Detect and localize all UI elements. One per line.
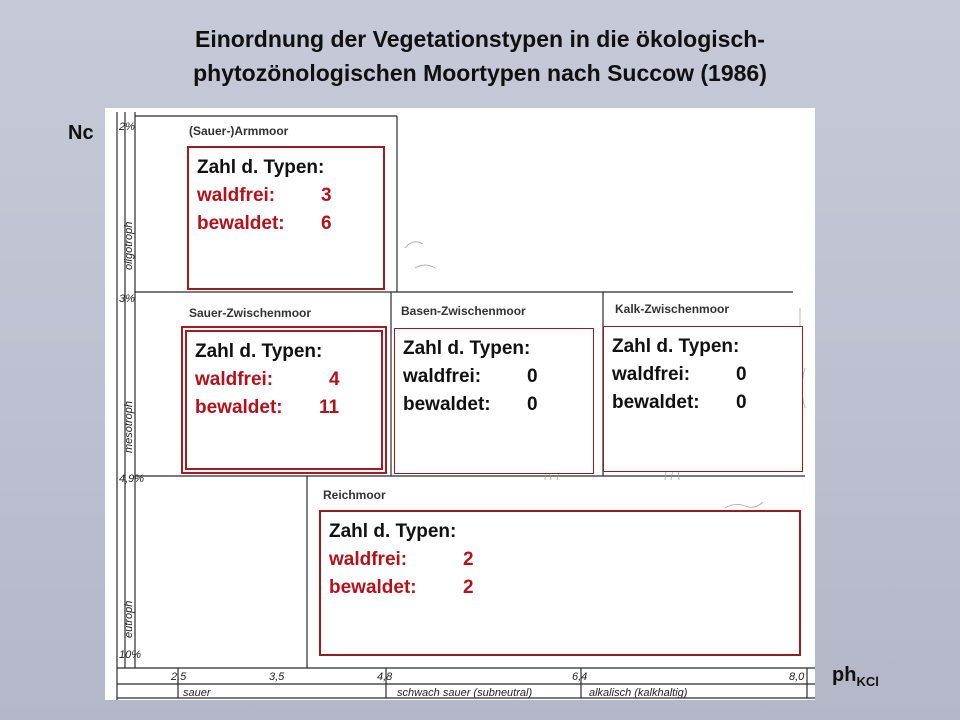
- type-box-header: Zahl d. Typen:: [612, 336, 740, 357]
- bewaldet-label: bewaldet:: [195, 397, 283, 418]
- x-category-alkalisch: alkalisch (kalkhaltig): [589, 687, 688, 699]
- waldfrei-row: [612, 361, 794, 389]
- x-tick-label-4-8: 4,8: [377, 671, 393, 683]
- region-label-basen-zwischenmoor: Basen-Zwischenmoor: [401, 304, 526, 318]
- x-axis-label: [832, 664, 879, 689]
- bewaldet-row: [329, 574, 791, 602]
- x-category-sauer: sauer: [183, 687, 211, 699]
- region-label-sauer-zwischenmoor: Sauer-Zwischenmoor: [189, 306, 312, 320]
- bewaldet-label: bewaldet:: [197, 213, 285, 234]
- region-label-armmoor: (Sauer-)Armmoor: [189, 124, 289, 138]
- x-tick-label-6-4: 6,4: [572, 671, 588, 683]
- waldfrei-label: waldfrei:: [612, 364, 691, 385]
- bewaldet-label: bewaldet:: [403, 394, 491, 415]
- type-box-header: Zahl d. Typen:: [403, 338, 531, 359]
- waldfrei-label: waldfrei:: [195, 369, 274, 390]
- succow-diagram: [105, 108, 815, 700]
- bewaldet-value: 6: [321, 213, 332, 234]
- y-axis-label: Nc: [68, 122, 94, 144]
- bewaldet-value: 0: [736, 392, 747, 413]
- waldfrei-label: waldfrei:: [197, 185, 276, 206]
- bewaldet-row: [612, 389, 794, 417]
- y-category-eutroph: eutroph: [123, 600, 135, 638]
- type-box-reichmoor: [319, 510, 801, 656]
- y-tick-label-3pct: 3%: [119, 293, 135, 305]
- waldfrei-value: 4: [329, 369, 340, 390]
- type-box-header: Zahl d. Typen:: [197, 157, 325, 178]
- x-axis-label-base: ph: [832, 664, 857, 686]
- title-line-1: Einordnung der Vegetationstypen in die ökologisch-: [195, 26, 765, 52]
- type-box-header: Zahl d. Typen:: [329, 521, 457, 542]
- region-label-reichmoor: Reichmoor: [323, 488, 386, 502]
- x-tick-label-3-5: 3,5: [269, 671, 285, 683]
- waldfrei-row: [329, 546, 791, 574]
- region-label-kalk-zwischenmoor: Kalk-Zwischenmoor: [615, 302, 730, 316]
- x-tick-label-8-0: 8,0: [789, 671, 805, 683]
- x-axis-label-sub: KCl: [856, 674, 879, 689]
- y-tick-label-10pct: 10%: [119, 649, 142, 661]
- bewaldet-value: 11: [319, 397, 340, 418]
- bewaldet-value: 2: [463, 577, 474, 598]
- bewaldet-row: [403, 391, 585, 419]
- waldfrei-row: [403, 363, 585, 391]
- waldfrei-value: 3: [321, 185, 332, 206]
- bewaldet-label: bewaldet:: [612, 392, 700, 413]
- y-category-mesotroph: mesotroph: [123, 401, 135, 453]
- y-tick-label-4-9pct: 4,9%: [119, 473, 145, 485]
- y-tick-label-2pct: 2%: [119, 121, 135, 133]
- title-line-2: phytozönologischen Moortypen nach Succow (1986): [193, 60, 767, 86]
- type-box-header: Zahl d. Typen:: [195, 341, 323, 362]
- type-box-basen-zwischenmoor: [394, 328, 594, 474]
- waldfrei-row: [197, 182, 375, 210]
- type-box-armmoor: [187, 146, 385, 290]
- waldfrei-label: waldfrei:: [329, 549, 408, 570]
- sketch-moss-1: [405, 242, 435, 268]
- type-box-sauer-zwischenmoor: [181, 326, 387, 474]
- x-tick-label-2-5: 2,5: [171, 671, 187, 683]
- waldfrei-value: 0: [736, 364, 747, 385]
- x-category-schwach-sauer: schwach sauer (subneutral): [397, 687, 533, 699]
- waldfrei-row: [195, 366, 373, 394]
- bewaldet-row: [195, 394, 373, 422]
- diagram-title: [0, 22, 960, 90]
- y-category-oligotroph: oligotroph: [123, 221, 135, 270]
- bewaldet-label: bewaldet:: [329, 577, 417, 598]
- waldfrei-value: 2: [463, 549, 474, 570]
- bewaldet-row: [197, 210, 375, 238]
- bewaldet-value: 0: [527, 394, 538, 415]
- waldfrei-value: 0: [527, 366, 538, 387]
- type-box-kalk-zwischenmoor: [603, 326, 803, 472]
- waldfrei-label: waldfrei:: [403, 366, 482, 387]
